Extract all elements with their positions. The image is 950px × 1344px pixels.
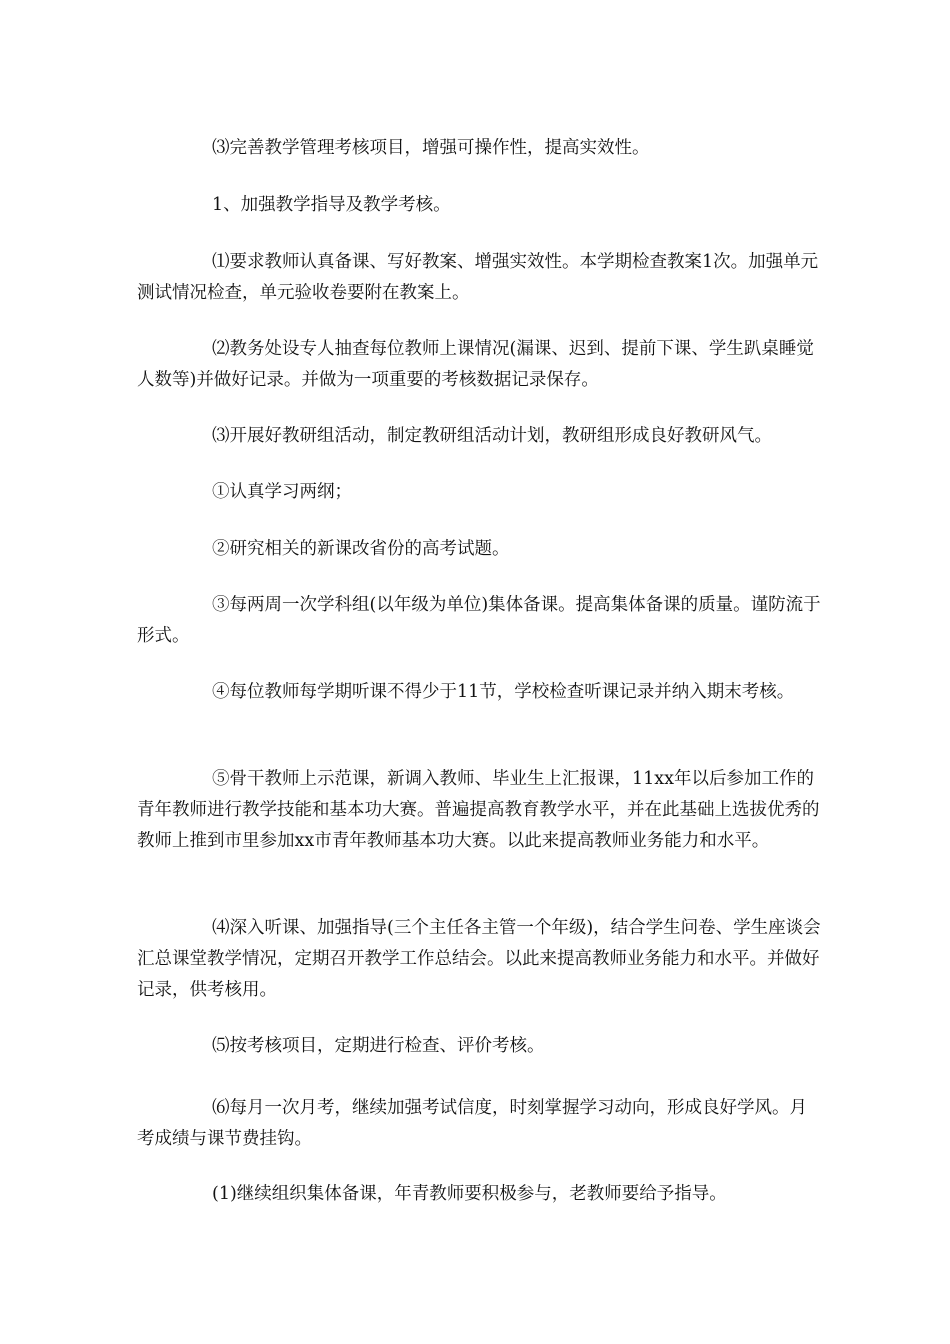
paragraph-4: ⑵教务处设专人抽查每位教师上课情况(漏课、迟到、提前下课、学生趴桌睡觉人数等)并做好记录。并做为一项重要的考核数据记录保存。: [137, 339, 814, 390]
paragraph-12: ⑸按考核项目，定期进行检查、评价考核。: [212, 1036, 545, 1056]
paragraph-14: (1)继续组织集体备课，年青教师要积极参与，老教师要给予指导。: [212, 1184, 727, 1204]
paragraph-11: ⑷深入听课、加强指导(三个主任各主管一个年级)，结合学生问卷、学生座谈会汇总课堂教学情况，定期召开教学工作总结会。以此来提高教师业务能力和水平。并做好记录，供考核用。: [137, 918, 821, 1000]
paragraph-9: ④每位教师每学期听课不得少于11节，学校检查听课记录并纳入期末考核。: [212, 682, 795, 702]
paragraph-10: ⑤骨干教师上示范课，新调入教师、毕业生上汇报课，11xx年以后参加工作的青年教师进行教学技能和基本功大赛。普遍提高教育教学水平，并在此基础上选拔优秀的教师上推到市里参加xx市青年教师基本功大赛。以此来提高教师业务能力和水平。: [137, 769, 820, 851]
paragraph-6: ①认真学习两纲；: [212, 482, 352, 502]
paragraph-1: ⑶完善教学管理考核项目，增强可操作性，提高实效性。: [212, 138, 650, 158]
paragraph-8: ③每两周一次学科组(以年级为单位)集体备课。提高集体备课的质量。谨防流于形式。: [137, 595, 821, 646]
paragraph-3: ⑴要求教师认真备课、写好教案、增强实效性。本学期检查教案1次。加强单元测试情况检查，单元验收卷要附在教案上。: [137, 252, 819, 303]
paragraph-5: ⑶开展好教研组活动，制定教研组活动计划，教研组形成良好教研风气。: [212, 426, 772, 446]
paragraph-7: ②研究相关的新课改省份的高考试题。: [212, 539, 510, 559]
paragraph-13: ⑹每月一次月考，继续加强考试信度，时刻掌握学习动向，形成良好学风。月考成绩与课节费挂钩。: [137, 1098, 807, 1149]
paragraph-2: 1、加强教学指导及教学考核。: [212, 195, 451, 215]
